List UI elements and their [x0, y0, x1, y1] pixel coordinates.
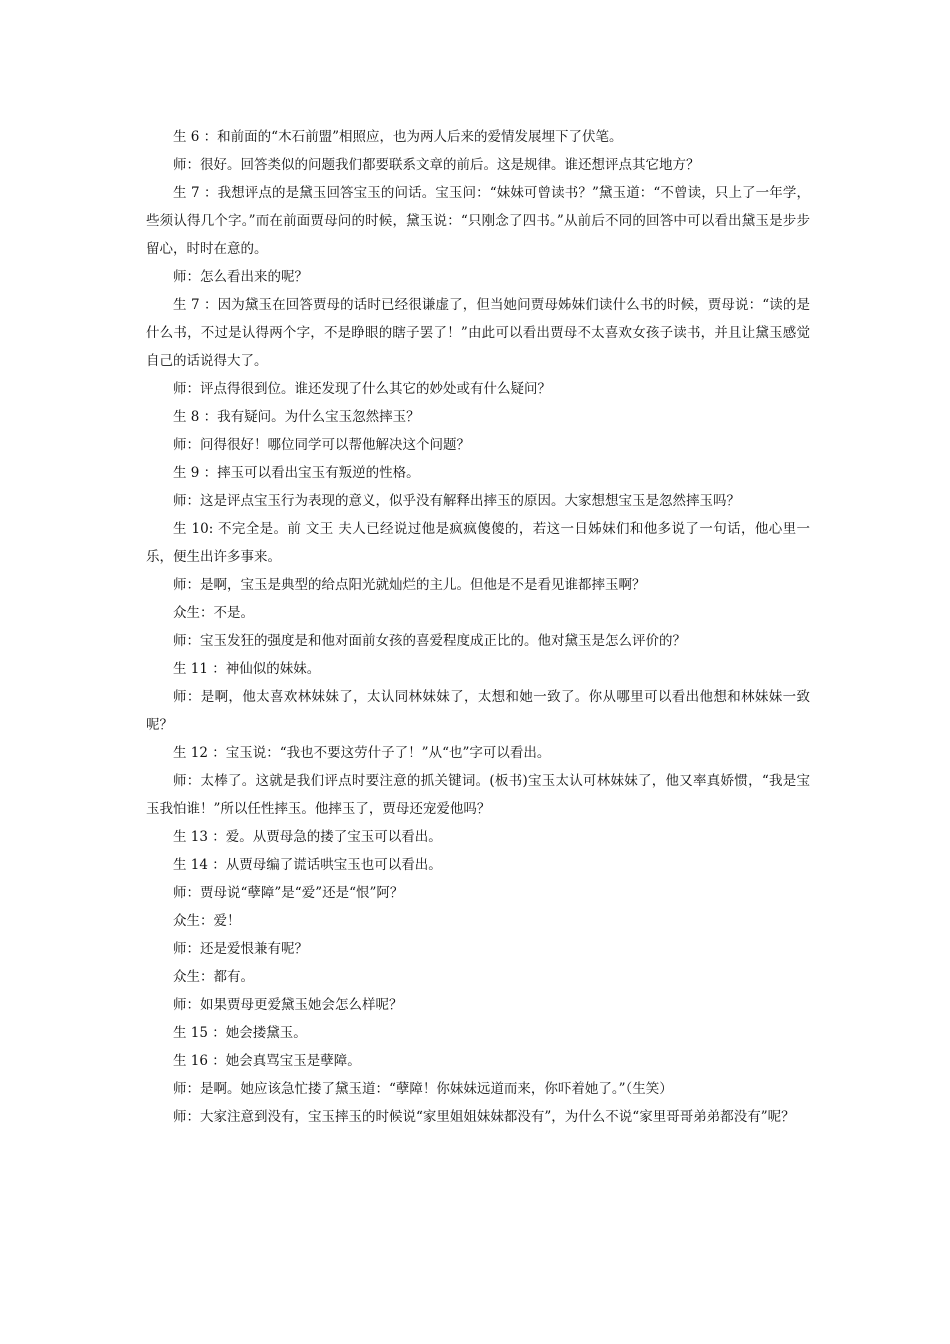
paragraph: 生 13 ：爱。从贾母急的搂了宝玉可以看出。 [173, 829, 442, 845]
paragraph: 众生：都有。 [173, 969, 254, 985]
paragraph: 生 9 ：摔玉可以看出宝玉有叛逆的性格。 [173, 465, 420, 481]
paragraph: 生 7 ：我想评点的是黛玉回答宝玉的问话。宝玉问：“妹妹可曾读书？”黛玉道：“不曾读，只上了一年学，些须认得几个字。”而在前面贾母问的时候，黛玉说：“只刚念了四书。”从前后不同的回答中可以看出黛玉是步步留心，时时在意的。 [146, 185, 810, 257]
paragraph: 生 7 ：因为黛玉在回答贾母的话时已经很谦虚了，但当她问贾母姊妹们读什么书的时候，贾母说：“读的是什么书，不过是认得两个字，不是睁眼的瞎子罢了！”由此可以看出贾母不太喜欢女孩子读书，并且让黛玉感觉自己的话说得大了。 [146, 297, 810, 369]
paragraph: 师：还是爱恨兼有呢？ [173, 941, 308, 957]
paragraph: 生 15 ：她会搂黛玉。 [173, 1025, 307, 1041]
paragraph: 生 8 ：我有疑问。为什么宝玉忽然摔玉？ [173, 409, 420, 425]
paragraph: 师：评点得很到位。谁还发现了什么其它的妙处或有什么疑问？ [173, 381, 551, 397]
paragraph: 师：如果贾母更爱黛玉她会怎么样呢？ [173, 997, 403, 1013]
paragraph: 生 16 ：她会真骂宝玉是孽障。 [173, 1053, 361, 1069]
paragraph: 师：大家注意到没有，宝玉摔玉的时候说“家里姐姐妹妹都没有”，为什么不说“家里哥哥弟弟都没有”呢？ [173, 1109, 795, 1125]
paragraph: 师：是啊，宝玉是典型的给点阳光就灿烂的主儿。但他是不是看见谁都摔玉啊？ [173, 577, 646, 593]
paragraph: 师：这是评点宝玉行为表现的意义，似乎没有解释出摔玉的原因。大家想想宝玉是忽然摔玉吗？ [173, 493, 740, 509]
paragraph: 师：贾母说“孽障”是“爱”还是“恨”阿？ [173, 885, 404, 901]
paragraph: 众生：爱！ [173, 913, 241, 929]
paragraph: 生 12 ：宝玉说：“我也不要这劳什子了！”从“也”字可以看出。 [173, 745, 551, 761]
document-body [146, 123, 810, 1131]
paragraph: 师：是啊。她应该急忙搂了黛玉道：“孽障！你妹妹远道而来，你吓着她了。”（生笑） [173, 1081, 673, 1097]
paragraph: 众生：不是。 [173, 605, 254, 621]
paragraph: 师：问得很好！哪位同学可以帮他解决这个问题？ [173, 437, 470, 453]
paragraph: 生 10: 不完全是。前 文王 夫人已经说过他是疯疯傻傻的，若这一日姊妹们和他多说了一句话，他心里一乐，便生出许多事来。 [146, 521, 810, 565]
paragraph: 师：很好。回答类似的问题我们都要联系文章的前后。这是规律。谁还想评点其它地方？ [173, 157, 700, 173]
paragraph: 师：怎么看出来的呢？ [173, 269, 308, 285]
paragraph: 师：宝玉发狂的强度是和他对面前女孩的喜爱程度成正比的。他对黛玉是怎么评价的？ [173, 633, 686, 649]
paragraph: 师：太棒了。这就是我们评点时要注意的抓关键词。(板书)宝玉太认可林妹妹了，他又率真娇惯，“我是宝玉我怕谁！”所以任性摔玉。他摔玉了，贾母还宠爱他吗？ [146, 773, 810, 817]
paragraph: 生 14 ：从贾母编了谎话哄宝玉也可以看出。 [173, 857, 442, 873]
paragraph: 师：是啊，他太喜欢林妹妹了，太认同林妹妹了，太想和她一致了。你从哪里可以看出他想和林妹妹一致呢？ [146, 689, 810, 733]
paragraph: 生 11 ：神仙似的妹妹。 [173, 661, 321, 677]
paragraph: 生 6 ：和前面的“木石前盟”相照应，也为两人后来的爱情发展埋下了伏笔。 [173, 129, 623, 145]
